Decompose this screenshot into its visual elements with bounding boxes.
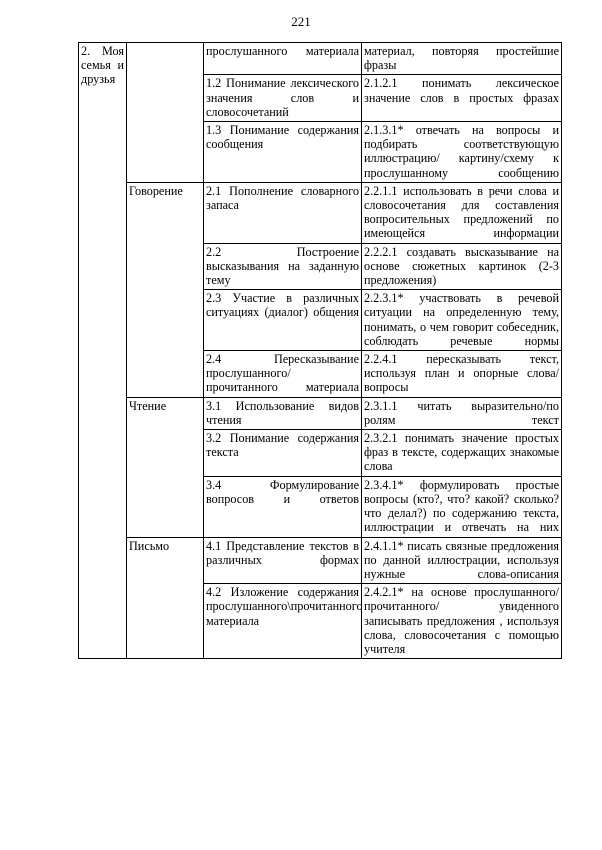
table-row [79, 537, 562, 584]
subskill-cell: прослушанного материала [204, 43, 362, 75]
learning-goal-cell: материал, повторяя простейшие фразы [362, 43, 562, 75]
topic-cell: 2. Моя семья и друзья [79, 43, 127, 659]
skill-cell: Говорение [127, 182, 204, 397]
curriculum-table [78, 42, 562, 659]
skill-cell [127, 43, 204, 183]
learning-goal-cell: 2.2.1.1 использовать в речи слова и словосочетания для составления вопросительных предложений по имеющейся информации [362, 182, 562, 243]
subskill-cell: 2.1 Пополнение словарного запаса [204, 182, 362, 243]
learning-goal-cell: 2.1.3.1* отвечать на вопросы и подбирать соответствующую иллюстрацию/ картину/схему к прослушанному сообщению [362, 122, 562, 183]
subskill-cell: 3.1 Использование видов чтения [204, 397, 362, 429]
curriculum-table-body [79, 43, 562, 659]
subskill-cell: 2.3 Участие в различных ситуациях (диалог) общения [204, 290, 362, 351]
learning-goal-cell: 2.2.3.1* участвовать в речевой ситуации на определенную тему, понимать, о чем говорит собеседник, соблюдать речевые нормы [362, 290, 562, 351]
subskill-cell: 2.2 Построение высказывания на заданную тему [204, 243, 362, 290]
learning-goal-cell: 2.3.1.1 читать выразительно/по ролям текст [362, 397, 562, 429]
skill-cell: Чтение [127, 397, 204, 537]
subskill-cell: 1.3 Понимание содержания сообщения [204, 122, 362, 183]
table-row [79, 43, 562, 75]
subskill-cell: 4.2 Изложение содержания прослушанного\прочитанного материала [204, 584, 362, 659]
learning-goal-cell: 2.3.2.1 понимать значение простых фраз в тексте, содержащих знакомые слова [362, 430, 562, 477]
page-number: 221 [291, 14, 311, 29]
subskill-cell: 3.2 Понимание содержания текста [204, 430, 362, 477]
table-row [79, 397, 562, 429]
subskill-cell: 4.1 Представление текстов в различных формах [204, 537, 362, 584]
subskill-cell: 3.4 Формулирование вопросов и ответов [204, 476, 362, 537]
learning-goal-cell: 2.4.2.1* на основе прослушанного/ прочитанного/ увиденного записывать предложения , используя слова, словосочетания с помощью учителя [362, 584, 562, 659]
learning-goal-cell: 2.2.2.1 создавать высказывание на основе сюжетных картинок (2-3 предложения) [362, 243, 562, 290]
skill-cell: Письмо [127, 537, 204, 659]
learning-goal-cell: 2.4.1.1* писать связные предложения по данной иллюстрации, используя нужные слова-описания [362, 537, 562, 584]
subskill-cell: 2.4 Пересказывание прослушанного/прочитанного материала [204, 351, 362, 398]
learning-goal-cell: 2.2.4.1 пересказывать текст, используя план и опорные слова/вопросы [362, 351, 562, 398]
learning-goal-cell: 2.3.4.1* формулировать простые вопросы (кто?, что? какой? сколько? что делал?) по содержанию текста, иллюстрации и отвечать на них [362, 476, 562, 537]
subskill-cell: 1.2 Понимание лексического значения слов и словосочетаний [204, 75, 362, 122]
learning-goal-cell: 2.1.2.1 понимать лексическое значение слов в простых фразах [362, 75, 562, 122]
table-row [79, 182, 562, 243]
